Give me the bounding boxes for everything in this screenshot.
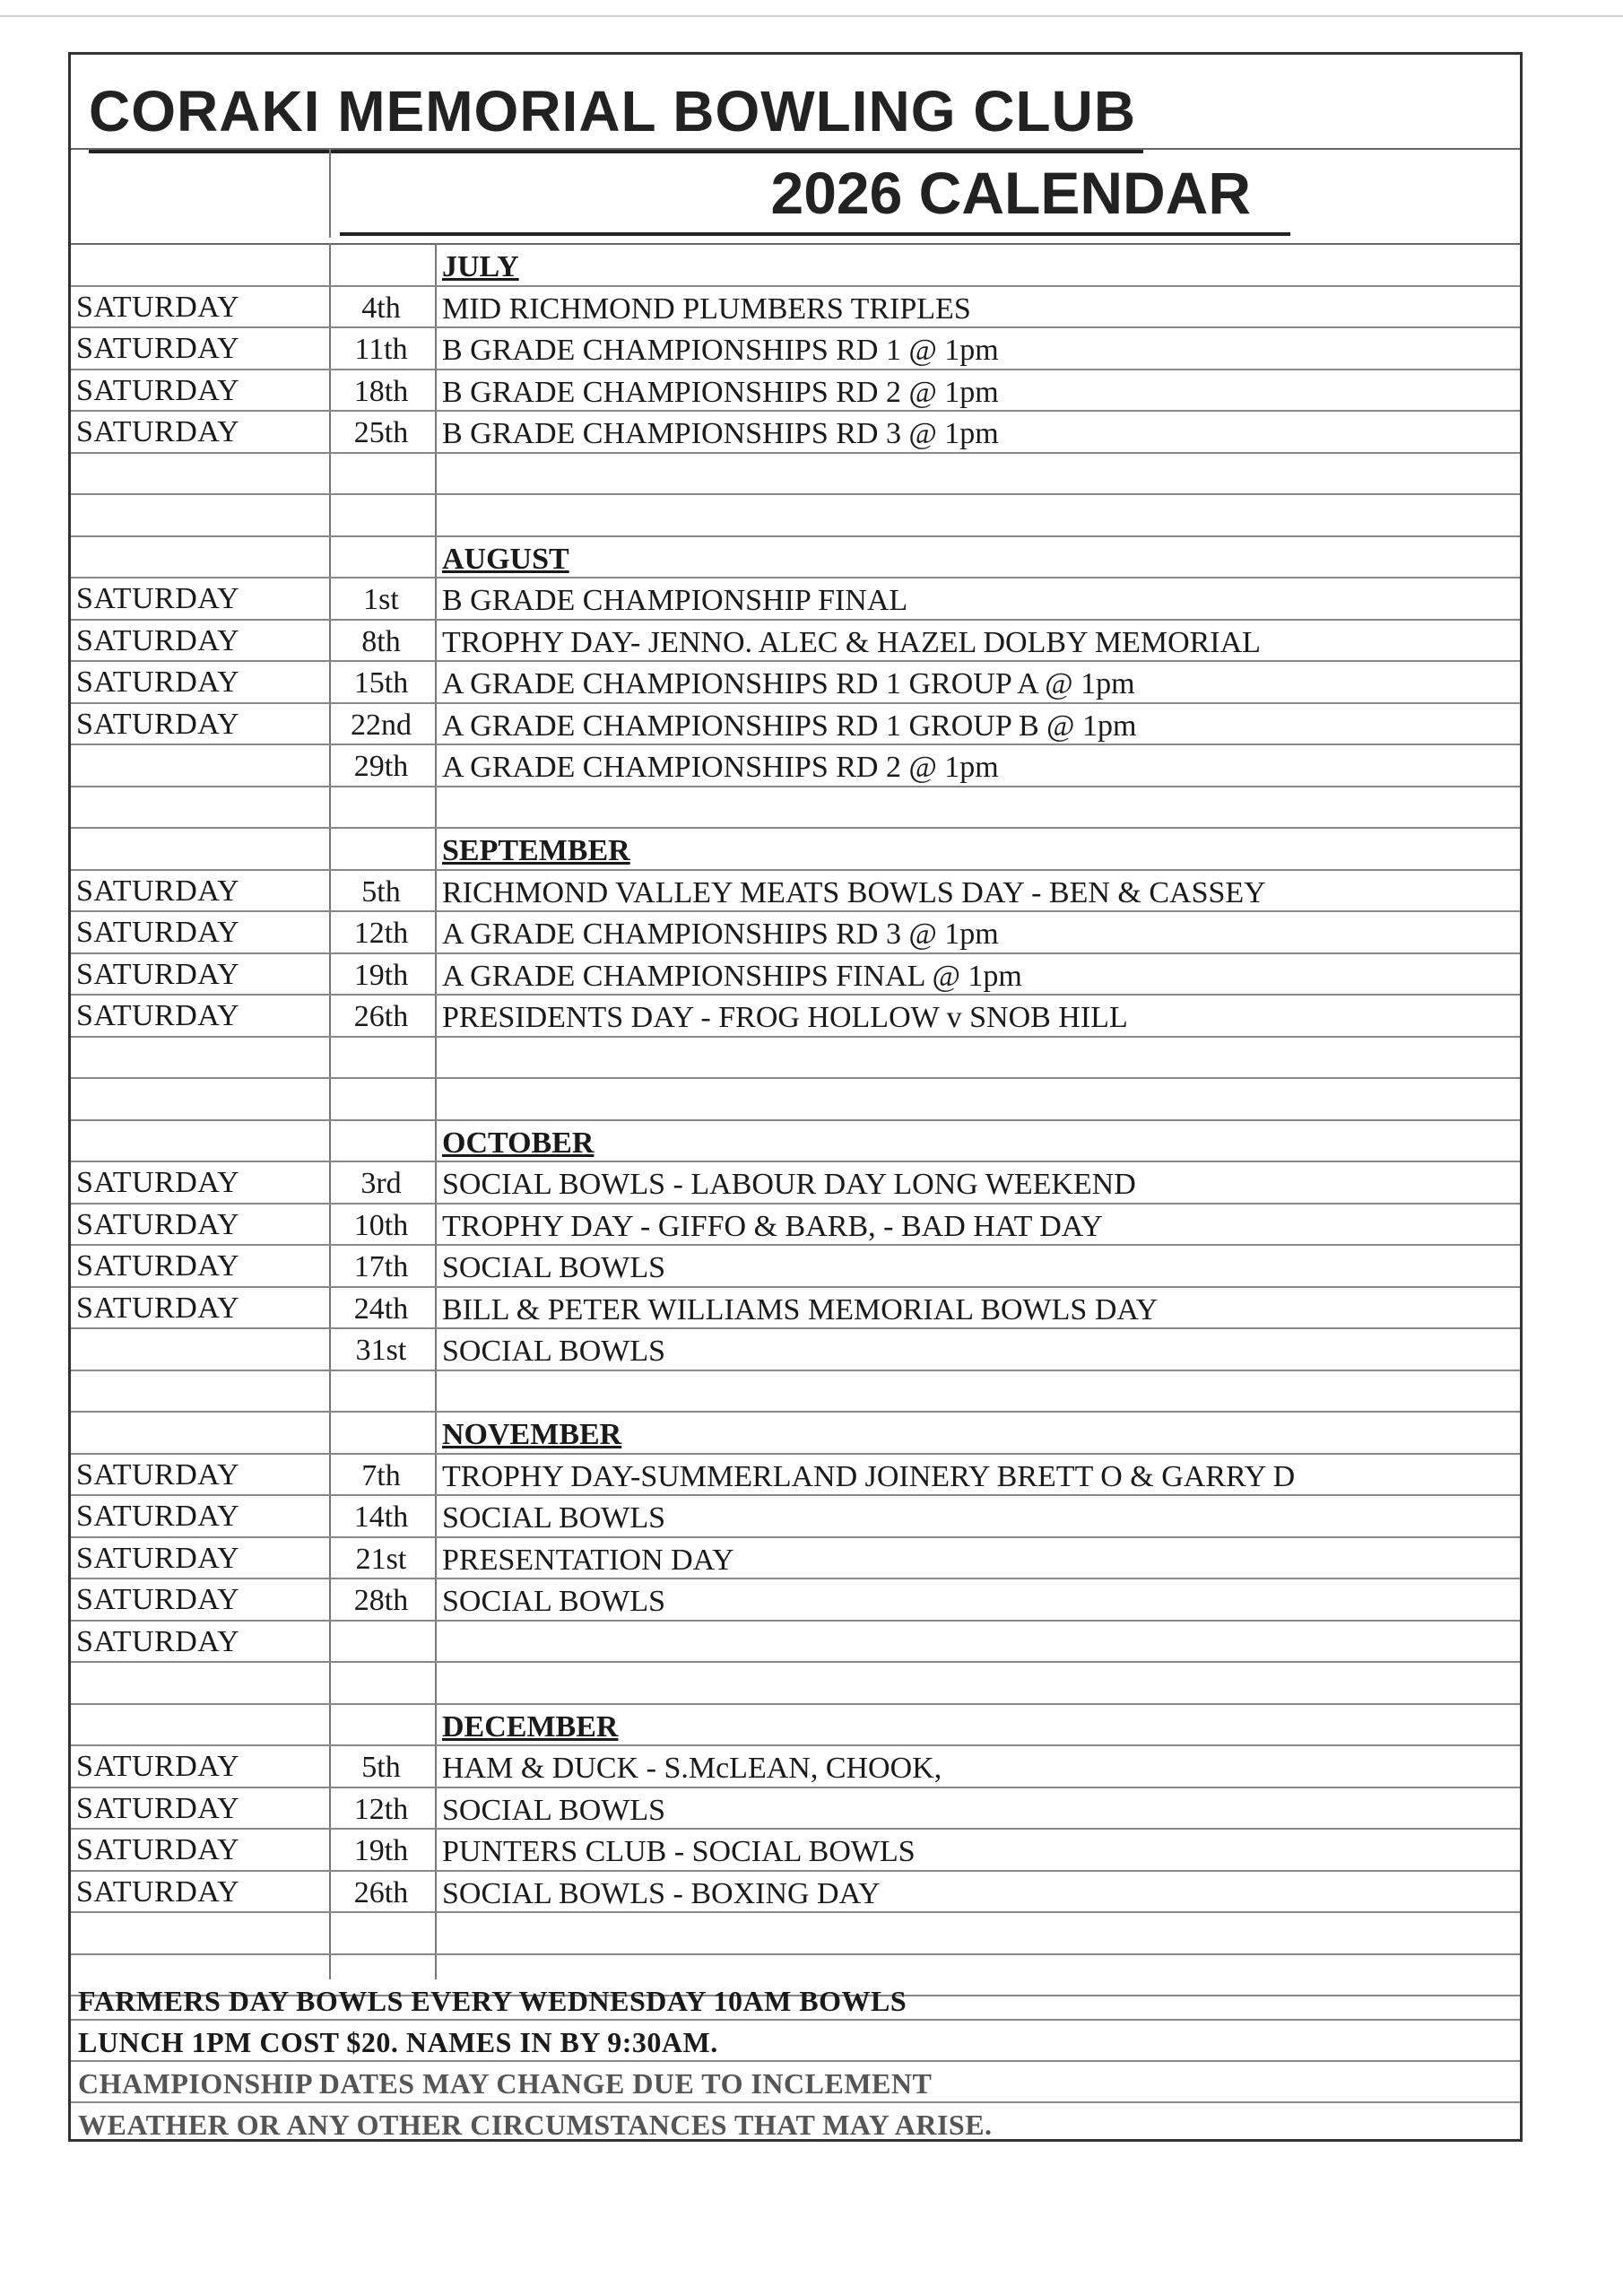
date-cell: 11th <box>354 333 408 366</box>
date-cell: 18th <box>353 374 409 408</box>
day-cell: SATURDAY <box>76 1541 240 1575</box>
date-cell: 5th <box>361 1751 401 1784</box>
event-cell: MID RICHMOND PLUMBERS TRIPLES <box>442 291 971 326</box>
event-cell: B GRADE CHAMPIONSHIPS RD 1 @ 1pm <box>442 334 999 367</box>
event-cell: A GRADE CHAMPIONSHIPS RD 3 @ 1pm <box>442 918 999 951</box>
month-header-row <box>71 1121 1520 1163</box>
date-cell: 1st <box>363 583 399 616</box>
day-cell: SATURDAY <box>76 1500 240 1533</box>
month-header-row <box>71 1705 1520 1747</box>
month-header-row <box>71 1413 1520 1455</box>
date-cell: 7th <box>361 1458 401 1492</box>
month-label: SEPTEMBER <box>442 834 630 867</box>
calendar-row <box>71 328 1520 370</box>
calendar-row <box>71 370 1520 413</box>
calendar-row <box>71 1038 1520 1080</box>
calendar-row <box>71 1872 1520 1914</box>
month-header-row <box>71 829 1520 871</box>
date-cell: 24th <box>353 1292 409 1326</box>
event-cell: B GRADE CHAMPIONSHIP FINAL <box>442 584 908 617</box>
event-cell: SOCIAL BOWLS <box>442 1501 666 1535</box>
day-cell: SATURDAY <box>76 1791 240 1825</box>
calendar-row <box>71 704 1520 746</box>
calendar-row <box>71 1788 1520 1831</box>
date-cell: 15th <box>353 666 409 700</box>
header-divider <box>71 148 1520 150</box>
calendar-row <box>71 662 1520 704</box>
calendar-row <box>71 1579 1520 1622</box>
date-cell: 19th <box>353 958 409 992</box>
day-cell: SATURDAY <box>76 1583 240 1616</box>
day-cell: SATURDAY <box>76 290 240 324</box>
calendar-row <box>71 1913 1520 1955</box>
calendar-row <box>71 787 1520 830</box>
event-cell: SOCIAL BOWLS <box>442 1335 666 1368</box>
calendar-row <box>71 1663 1520 1705</box>
day-cell: SATURDAY <box>76 1207 240 1241</box>
month-label: NOVEMBER <box>442 1418 622 1451</box>
day-cell: SATURDAY <box>76 1624 240 1658</box>
date-cell: 12th <box>353 1792 409 1826</box>
calendar-row <box>71 578 1520 621</box>
footer-line: CHAMPIONSHIP DATES MAY CHANGE DUE TO INCLEMENT <box>71 2062 1520 2103</box>
calendar-row <box>71 1538 1520 1580</box>
footer-line: FARMERS DAY BOWLS EVERY WEDNESDAY 10AM BOWLS <box>71 1979 1520 2021</box>
date-cell: 25th <box>353 416 409 449</box>
day-cell: SATURDAY <box>76 1833 240 1866</box>
day-cell: SATURDAY <box>76 415 240 448</box>
club-title: CORAKI MEMORIAL BOWLING CLUB <box>89 73 1143 153</box>
calendar-row <box>71 1246 1520 1288</box>
date-cell: 10th <box>353 1208 409 1242</box>
calendar-row <box>71 1622 1520 1664</box>
calendar-row <box>71 287 1520 329</box>
event-cell: A GRADE CHAMPIONSHIPS RD 2 @ 1pm <box>442 751 999 784</box>
calendar-row <box>71 1746 1520 1788</box>
event-cell: A GRADE CHAMPIONSHIPS FINAL @ 1pm <box>442 959 1022 993</box>
month-label: OCTOBER <box>442 1126 595 1160</box>
calendar-row <box>71 1162 1520 1205</box>
footer-line: LUNCH 1PM COST $20. NAMES IN BY 9:30AM. <box>71 2021 1520 2062</box>
day-cell: SATURDAY <box>76 874 240 908</box>
day-cell: SATURDAY <box>76 1166 240 1199</box>
calendar-row <box>71 1371 1520 1413</box>
day-cell: SATURDAY <box>76 707 240 741</box>
event-cell: SOCIAL BOWLS <box>442 1251 666 1284</box>
date-cell: 12th <box>353 917 409 950</box>
date-cell: 31st <box>355 1334 407 1367</box>
event-cell: SOCIAL BOWLS <box>442 1585 666 1618</box>
calendar-row <box>71 621 1520 663</box>
calendar-row <box>71 912 1520 954</box>
calendar-row <box>71 871 1520 913</box>
event-cell: SOCIAL BOWLS - LABOUR DAY LONG WEEKEND <box>442 1168 1136 1201</box>
day-cell: SATURDAY <box>76 1874 240 1909</box>
calendar-title: 2026 CALENDAR <box>340 152 1290 236</box>
calendar-row <box>71 1496 1520 1538</box>
scan-edge-line <box>0 15 1623 17</box>
event-cell: PRESENTATION DAY <box>442 1543 734 1577</box>
event-cell: SOCIAL BOWLS - BOXING DAY <box>442 1876 881 1910</box>
footer-line: WEATHER OR ANY OTHER CIRCUMSTANCES THAT MAY ARISE. <box>78 2109 993 2141</box>
event-cell: RICHMOND VALLEY MEATS BOWLS DAY - BEN & CASSEY <box>442 875 1266 909</box>
calendar-row <box>71 1205 1520 1247</box>
date-cell: 21st <box>355 1542 407 1576</box>
date-cell: 26th <box>353 1000 409 1033</box>
date-cell: 5th <box>361 874 401 909</box>
event-cell: TROPHY DAY- JENNO. ALEC & HAZEL DOLBY MEMORIAL <box>442 625 1261 659</box>
event-cell: A GRADE CHAMPIONSHIPS RD 1 GROUP B @ 1pm <box>442 709 1137 743</box>
calendar-table <box>71 245 1520 1996</box>
date-cell: 22nd <box>351 708 412 742</box>
month-header-row <box>71 245 1520 287</box>
day-cell: SATURDAY <box>76 957 240 991</box>
day-cell: SATURDAY <box>76 1291 240 1325</box>
day-cell: SATURDAY <box>76 582 240 615</box>
day-cell: SATURDAY <box>76 1750 240 1783</box>
calendar-row <box>71 454 1520 496</box>
day-cell: SATURDAY <box>76 332 240 365</box>
calendar-row <box>71 745 1520 787</box>
date-cell: 4th <box>361 291 401 325</box>
date-cell: 17th <box>353 1250 409 1283</box>
event-cell: A GRADE CHAMPIONSHIPS RD 1 GROUP A @ 1pm <box>442 667 1135 700</box>
date-cell: 3rd <box>360 1167 402 1200</box>
event-cell: B GRADE CHAMPIONSHIPS RD 3 @ 1pm <box>442 417 999 450</box>
date-cell: 8th <box>361 624 401 658</box>
calendar-row <box>71 495 1520 537</box>
day-cell: SATURDAY <box>76 916 240 949</box>
calendar-row <box>71 1288 1520 1330</box>
date-cell: 29th <box>353 750 409 783</box>
date-cell: 26th <box>353 1875 409 1909</box>
day-cell: SATURDAY <box>76 623 240 657</box>
month-label: AUGUST <box>442 542 569 576</box>
event-cell: TROPHY DAY-SUMMERLAND JOINERY BRETT O & GARRY D <box>442 1459 1296 1493</box>
day-cell: SATURDAY <box>76 665 240 699</box>
date-cell: 19th <box>353 1834 409 1867</box>
calendar-row <box>71 1455 1520 1497</box>
month-label: JULY <box>442 250 519 283</box>
date-cell: 14th <box>353 1500 409 1534</box>
footer-notes <box>71 1979 1520 2144</box>
calendar-row <box>71 954 1520 996</box>
calendar-row <box>71 412 1520 454</box>
header-column-divider <box>329 148 331 238</box>
event-cell: SOCIAL BOWLS <box>442 1793 666 1827</box>
day-cell: SATURDAY <box>76 1457 240 1492</box>
calendar-row <box>71 1329 1520 1371</box>
date-cell: 28th <box>353 1584 409 1617</box>
calendar-sheet <box>68 52 1523 2142</box>
event-cell: TROPHY DAY - GIFFO & BARB, - BAD HAT DAY <box>442 1209 1103 1243</box>
calendar-row <box>71 996 1520 1038</box>
day-cell: SATURDAY <box>76 999 240 1032</box>
event-cell: BILL & PETER WILLIAMS MEMORIAL BOWLS DAY <box>442 1292 1159 1326</box>
event-cell: B GRADE CHAMPIONSHIPS RD 2 @ 1pm <box>442 375 999 409</box>
month-header-row <box>71 537 1520 579</box>
calendar-row <box>71 1079 1520 1121</box>
month-label: DECEMBER <box>442 1709 619 1744</box>
calendar-row <box>71 1830 1520 1872</box>
event-cell: PUNTERS CLUB - SOCIAL BOWLS <box>442 1835 916 1868</box>
event-cell: PRESIDENTS DAY - FROG HOLLOW v SNOB HILL <box>442 1001 1128 1034</box>
day-cell: SATURDAY <box>76 373 240 407</box>
day-cell: SATURDAY <box>76 1249 240 1283</box>
event-cell: HAM & DUCK - S.McLEAN, CHOOK, <box>442 1752 942 1785</box>
